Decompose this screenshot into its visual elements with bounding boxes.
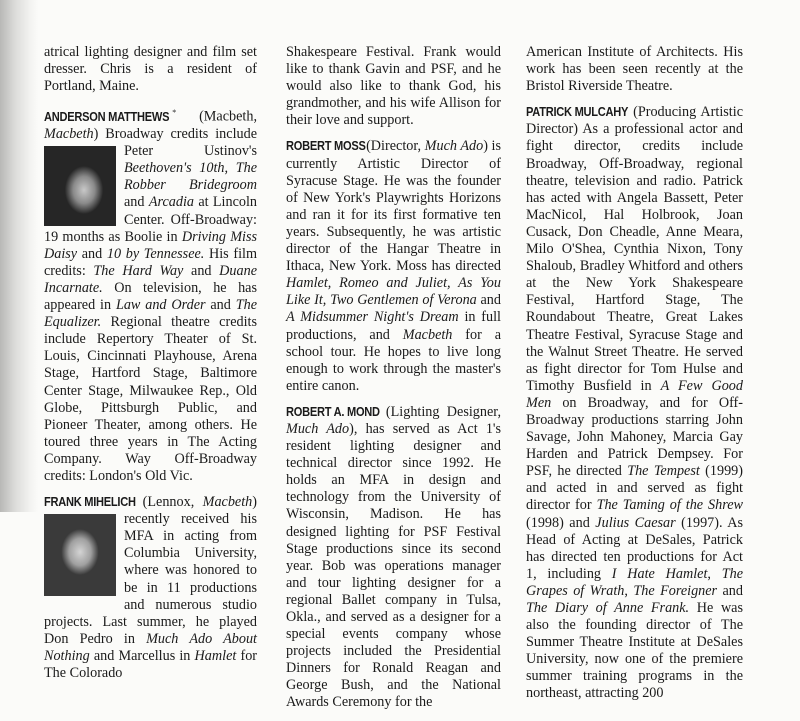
bio-title: Much Ado	[424, 138, 484, 155]
bio-text: ,	[707, 565, 722, 582]
bio-title: Much Ado About Nothing	[44, 630, 257, 664]
bio-title: Julius Caesar	[595, 514, 676, 531]
bio-title: Duane Incarnate.	[44, 262, 257, 296]
bio-robert-mond	[286, 404, 501, 712]
bio-text: (Lennox,	[134, 494, 203, 511]
bio-title: Arcadia	[148, 194, 194, 211]
bio-title: 10 by Tennessee.	[106, 245, 205, 262]
bio-text: Regional theatre credits include Repertory Theater of St. Louis, Cincinnati Playhouse, Arena Stage, Hartford Stage, Baltimore Center Stage, Milwaukee Rep., Old Globe, Pittsburgh Public, and Pioneer Theater, among others. He toured three years in The Acting Company. Way Off-Broadway credits: London's Old Vic.	[44, 314, 257, 484]
bio-title: Much Ado	[286, 420, 350, 437]
headshot-photo	[44, 146, 116, 226]
bio-patrick-mulcahy	[526, 104, 743, 702]
bio-name: ROBERT MOSS	[286, 139, 366, 154]
bio-text: (Director,	[362, 138, 425, 155]
bio-text: on Broadway, and for Off-Broadway productions starring John Savage, John Mahoney, Marcia Gay Harden and Patrick Dempsey. For PSF, he directed	[526, 394, 743, 480]
bio-text: ,	[624, 582, 634, 599]
bio-text: (1997). As Head of Acting at DeSales, Patrick has directed ten productions for Act 1, including	[526, 514, 744, 582]
bio-title: The Hard Way	[93, 262, 184, 279]
bio-title: Hamlet, Romeo and Juliet, As You Like It, Two Gentlemen of Verona	[286, 275, 501, 309]
bio-name: FRANK MIHELICH	[44, 495, 136, 510]
bio-text: ) Broadway credits include Peter Ustinov's	[93, 126, 257, 160]
bio-text: He was also the founding director of The Summer Theatre Institute at DeSales University, now one of the premiere summer training programs in the northeast, attracting 200	[526, 600, 744, 702]
bio-text: On television, he has appeared in	[44, 279, 257, 314]
column-1	[44, 44, 257, 691]
bio-title: Macbeth	[202, 494, 253, 511]
bio-text: (Lighting Designer,	[378, 403, 501, 420]
bio-title: The Tempest	[627, 463, 700, 480]
bio-title: Beethoven's 10th, The Robber Bridegroom	[124, 160, 257, 194]
column-3	[526, 44, 743, 712]
bio-title: A Midsummer Night's Dream	[286, 309, 459, 326]
bio-text: and	[717, 582, 743, 599]
bio-title: Driving Miss Daisy	[44, 228, 257, 262]
bio-title: The Grapes of Wrath	[526, 565, 744, 599]
bio-title: The Diary of Anne Frank.	[526, 600, 690, 616]
bio-title: I Hate Hamlet	[611, 565, 708, 582]
bio-text: (Macbeth,	[176, 109, 257, 126]
bio-text: in full productions, and	[286, 309, 501, 343]
bio-name: ROBERT A. MOND	[286, 404, 380, 419]
bio-frank-mihelich	[44, 494, 257, 682]
bio-anderson-matthews	[44, 104, 257, 485]
bio-text: and	[205, 297, 236, 314]
continuation-text: atrical lighting designer and film set dresser. Chris is a resident of Portland, Maine.	[44, 44, 257, 95]
bio-text: (1999) and acted in and served as fight director for	[526, 463, 743, 514]
bio-text: and	[124, 194, 149, 211]
bio-title: Macbeth	[44, 126, 94, 143]
bio-title: The Foreigner	[633, 582, 718, 599]
bio-title: Law and Order	[115, 297, 206, 314]
bio-text: His film credits:	[44, 245, 257, 279]
bio-text: at Lincoln Center. Off-Broadway: 19 months as Boolie in	[44, 194, 257, 245]
bio-text: (Producing Artistic Director) As a professional actor and fight director, credits include Broadway, Off-Broadway, regional theatre, television and radio. Patrick has acted with Angela Bassett, Peter MacNicol, Hal Holbrook, Joan Cusack, Don Cheadle, Anne Meara, Milo O'Shea, Cynthia Nixon, Tony Shaloub, Bradley Whitford and others at the New York Shakespeare Festival, Hartford Stage, The Roundabout Theatre, Great Lakes Theatre Festival, Syracuse Stage and the Walnut Street Theatre. He served as fight director for Tom Hulse and Timothy Busfield in	[526, 104, 743, 394]
headshot-photo	[44, 514, 116, 596]
bio-text: and	[77, 245, 107, 262]
continuation-text: Shakespeare Festival. Frank would like to thank Gavin and PSF, and he would also like to thank God, his grandmother, and his wife Allison for their love and support.	[286, 44, 501, 129]
bio-name: PATRICK MULCAHY	[526, 105, 629, 120]
bio-text: ) recently received his MFA in acting from Columbia University, where was honored to be in 11 productions and numerous studio projects. Last summer, he played Don Pedro in	[44, 494, 257, 647]
bio-text: for The Colorado	[44, 647, 258, 682]
bio-text: and	[476, 292, 501, 309]
bio-name: ANDERSON MATTHEWS	[44, 110, 170, 125]
bio-title: A Few Good Men	[526, 377, 743, 411]
bio-title: The Taming of the Shrew	[596, 497, 743, 514]
continuation-text: American Institute of Architects. His work has been seen recently at the Bristol Riverside Theatre.	[526, 44, 743, 95]
bio-text: for a school tour. He hopes to live long enough to work through the master's entire canon.	[286, 326, 501, 394]
bio-text: and	[183, 262, 220, 279]
bio-title: Macbeth	[402, 326, 453, 343]
bio-text: ) is currently Artistic Director of Syracuse Stage. He was the founder of New York's Playwrights Horizons and ran it for its first formative ten years. Subsequently, he was artistic director of the Hangar Theatre in Ithaca, New York. Moss has directed	[286, 138, 501, 275]
bio-title: The Equalizer.	[44, 297, 257, 331]
bio-text: and Marcellus in	[89, 647, 195, 664]
column-2	[286, 44, 501, 721]
bio-text: ), has served as Act 1's resident lighting designer and technical director since 1992. He holds an MFA in design and technology from the University of Wisconsin, Madison. He has designed lighting for PSF Festival Stage productions since its second year. Bob was operations manager and tour lighting designer for a regional Ballet company in Tulsa, Okla., and served as a designer for a special events company whose projects included the Presidential Dinners for Ronald Reagan and George Bush, and the National Awards Ceremony for the	[286, 420, 502, 711]
bio-title: Hamlet	[194, 647, 237, 664]
bio-text: (1998) and	[526, 514, 596, 531]
equity-mark: *	[172, 108, 177, 118]
bio-robert-moss	[286, 138, 501, 394]
page-gutter-shadow	[0, 0, 38, 512]
